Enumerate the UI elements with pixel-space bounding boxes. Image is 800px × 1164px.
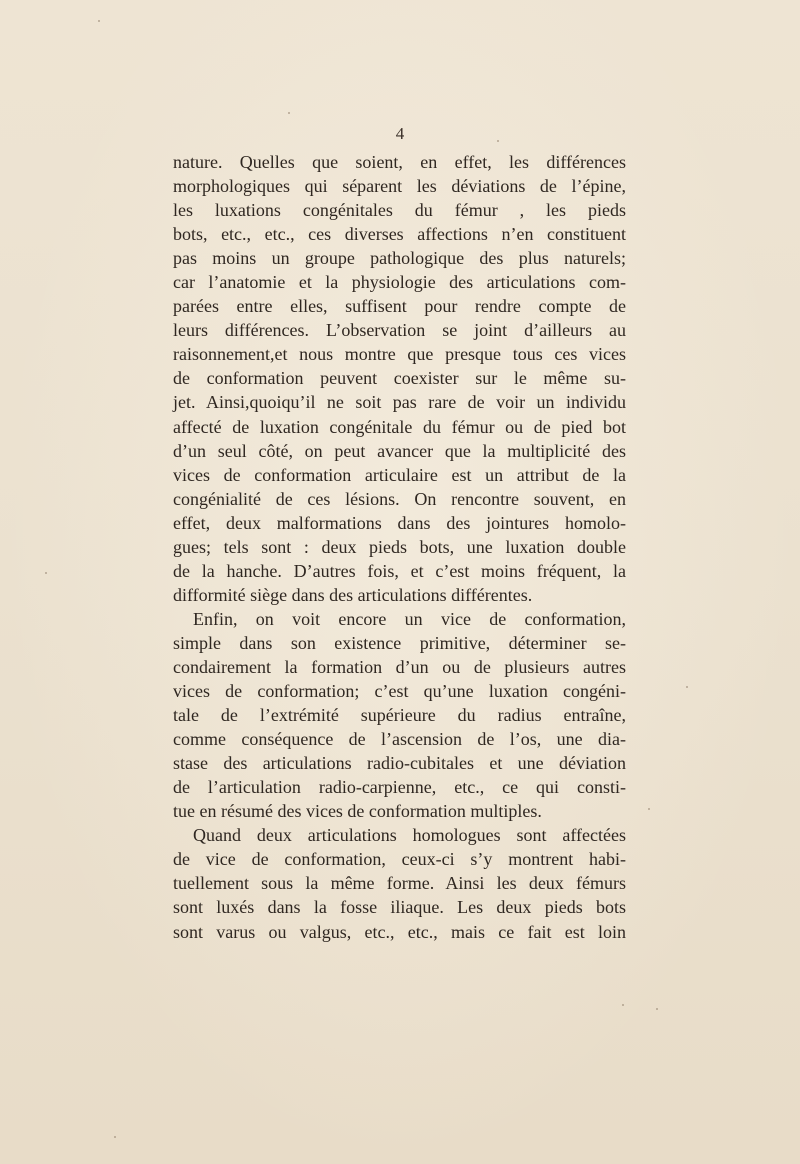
paper-speck [45, 572, 47, 574]
text-line: leurs différences. L’observation se joint d’ailleurs au [173, 320, 626, 341]
text-line: tue en résumé des vices de conformation multiples. [173, 801, 542, 822]
text-line: de la hanche. D’autres fois, et c’est moins fréquent, la [173, 560, 626, 581]
text-line: de conformation peuvent coexister sur le même su- [173, 368, 626, 389]
paper-speck [288, 112, 290, 114]
text-line: raisonnement,et nous montre que presque tous ces vices [173, 344, 626, 365]
text-line: vices de conformation; c’est qu’une luxation congéni- [173, 681, 626, 702]
text-line: stase des articulations radio-cubitales et une déviation [173, 753, 626, 774]
text-line: Enfin, on voit encore un vice de conformation, [193, 608, 626, 629]
text-line: affecté de luxation congénitale du fémur ou de pied bot [173, 416, 626, 437]
text-line: de l’articulation radio-carpienne, etc., ce qui consti- [173, 777, 626, 798]
text-line: de vice de conformation, ceux-ci s’y montrent habi- [173, 849, 626, 870]
paper-speck [114, 1136, 116, 1138]
paper-speck [648, 808, 650, 810]
text-line: sont luxés dans la fosse iliaque. Les deux pieds bots [173, 897, 626, 918]
text-line: tuellement sous la même forme. Ainsi les deux fémurs [173, 873, 626, 894]
text-line: nature. Quelles que soient, en effet, les différences [173, 152, 626, 172]
text-line: car l’anatomie et la physiologie des articulations com- [173, 272, 626, 293]
text-line: simple dans son existence primitive, déterminer se- [173, 632, 626, 653]
text-line: Quand deux articulations homologues sont affectées [193, 825, 626, 846]
paper-speck [656, 1008, 658, 1010]
text-line: gues; tels sont : deux pieds bots, une luxation double [173, 536, 626, 557]
text-line: jet. Ainsi,quoiqu’il ne soit pas rare de voir un individu [173, 392, 626, 413]
text-line: pas moins un groupe pathologique des plus naturels; [173, 248, 626, 269]
text-line: bots, etc., etc., ces diverses affections n’en constituent [173, 224, 626, 245]
text-line: morphologiques qui séparent les déviations de l’épine, [173, 176, 626, 197]
text-line: comme conséquence de l’ascension de l’os, une dia- [173, 729, 626, 750]
text-line: les luxations congénitales du fémur , les pieds [173, 200, 626, 221]
paper-speck [622, 1004, 624, 1006]
text-line: d’un seul côté, on peut avancer que la multiplicité des [173, 440, 626, 461]
paper-speck [98, 20, 100, 22]
text-line: condairement la formation d’un ou de plusieurs autres [173, 656, 626, 677]
text-line: sont varus ou valgus, etc., etc., mais ce fait est loin [173, 921, 626, 942]
text-line: tale de l’extrémité supérieure du radius entraîne, [173, 705, 626, 726]
page-number: 4 [395, 124, 405, 143]
text-line: difformité siège dans des articulations différentes. [173, 584, 533, 605]
text-line: vices de conformation articulaire est un attribut de la [173, 464, 626, 485]
text-line: congénialité de ces lésions. On rencontre souvent, en [173, 488, 626, 509]
body-text [173, 150, 626, 944]
text-line: effet, deux malformations dans des jointures homolo- [173, 512, 626, 533]
paper-speck [686, 686, 688, 688]
text-line: parées entre elles, suffisent pour rendre compte de [173, 296, 626, 317]
